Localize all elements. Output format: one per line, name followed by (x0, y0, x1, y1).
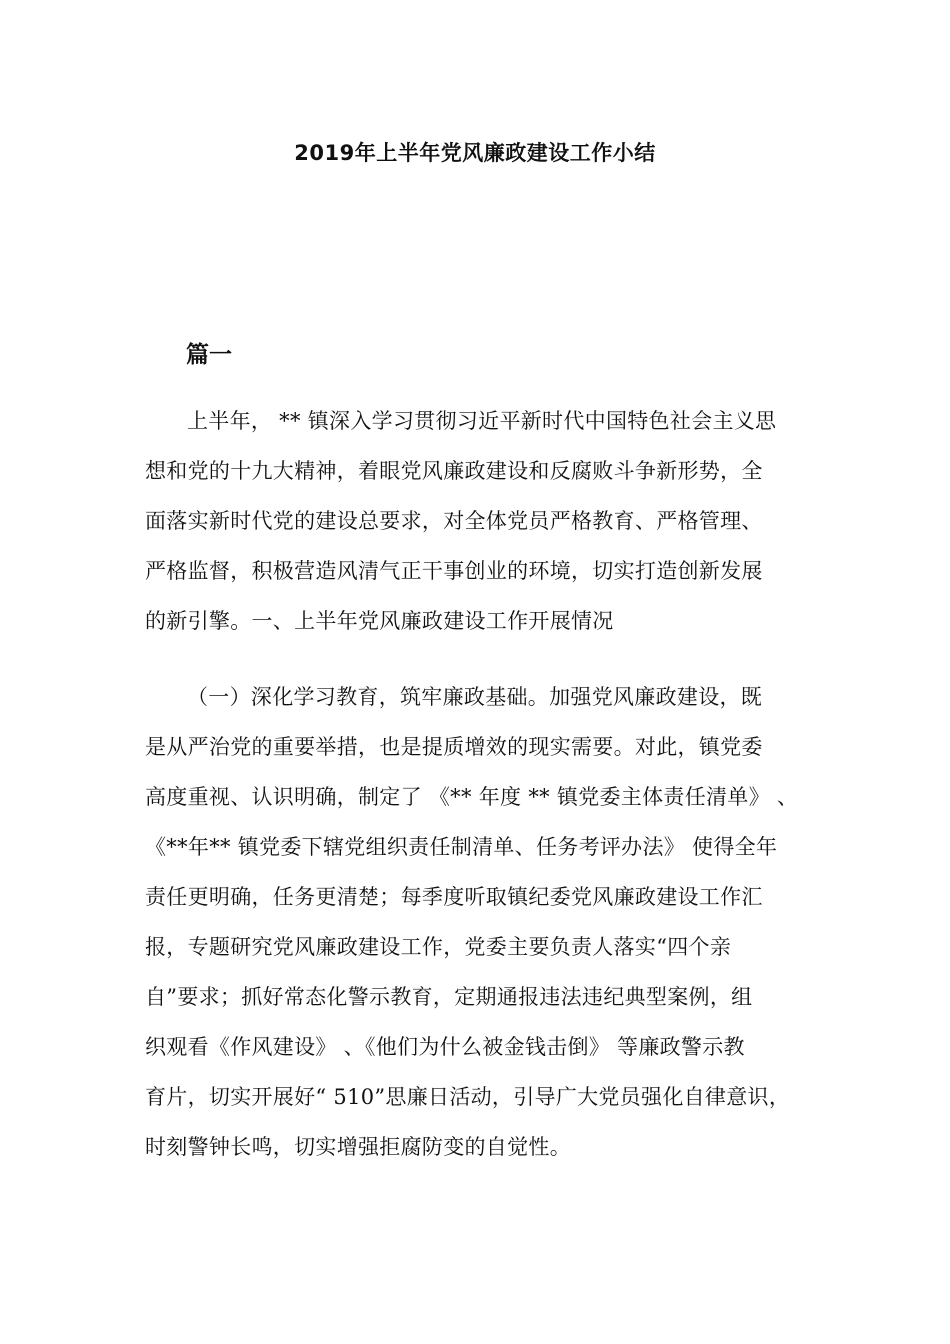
paragraph-2 (145, 672, 825, 1172)
paragraph-line: 时刻警钟长鸣，切实增强拒腐防变的自觉性。 (145, 1135, 571, 1159)
paragraph-line: 严格监督，积极营造风清气正干事创业的环境，切实打造创新发展 (145, 559, 763, 583)
paragraph-line: 上半年， ** 镇深入学习贯彻习近平新时代中国特色社会主义思 (187, 409, 777, 433)
paragraph-line: 责任更明确，任务更清楚；每季度听取镇纪委党风廉政建设工作汇 (145, 885, 763, 909)
paragraph-line: 的新引擎。一、上半年党风廉政建设工作开展情况 (145, 609, 614, 633)
paragraph-line: 《**年** 镇党委下辖党组织责任制清单、任务考评办法》 使得全年 (145, 835, 778, 859)
paragraph-line: 织观看《作风建设》 、《他们为什么被金钱击倒》 等廉政警示教 (145, 1035, 745, 1059)
paragraph-line: 自”要求；抓好常态化警示教育，定期通报违法违纪典型案例，组 (145, 985, 753, 1009)
paragraph-line: 想和党的十九大精神，着眼党风廉政建设和反腐败斗争新形势，全 (145, 459, 763, 483)
paragraph-line: （一）深化学习教育，筑牢廉政基础。加强党风廉政建设，既 (187, 685, 763, 709)
paragraph-line: 报，专题研究党风廉政建设工作，党委主要负责人落实“四个亲 (145, 935, 732, 959)
paragraph-line: 面落实新时代党的建设总要求，对全体党员严格教育、严格管理、 (145, 509, 763, 533)
document-title: 2019年上半年党风廉政建设工作小结 (294, 141, 656, 165)
paragraph-line: 高度重视、认识明确，制定了 《** 年度 ** 镇党委主体责任清单》 、 (145, 785, 799, 809)
section-heading: 篇一 (186, 342, 232, 368)
paragraph-1 (145, 396, 825, 646)
paragraph-line: 育片，切实开展好“ 510”思廉日活动，引导广大党员强化自律意识， (145, 1085, 791, 1109)
paragraph-line: 是从严治党的重要举措，也是提质增效的现实需要。对此，镇党委 (145, 735, 763, 759)
